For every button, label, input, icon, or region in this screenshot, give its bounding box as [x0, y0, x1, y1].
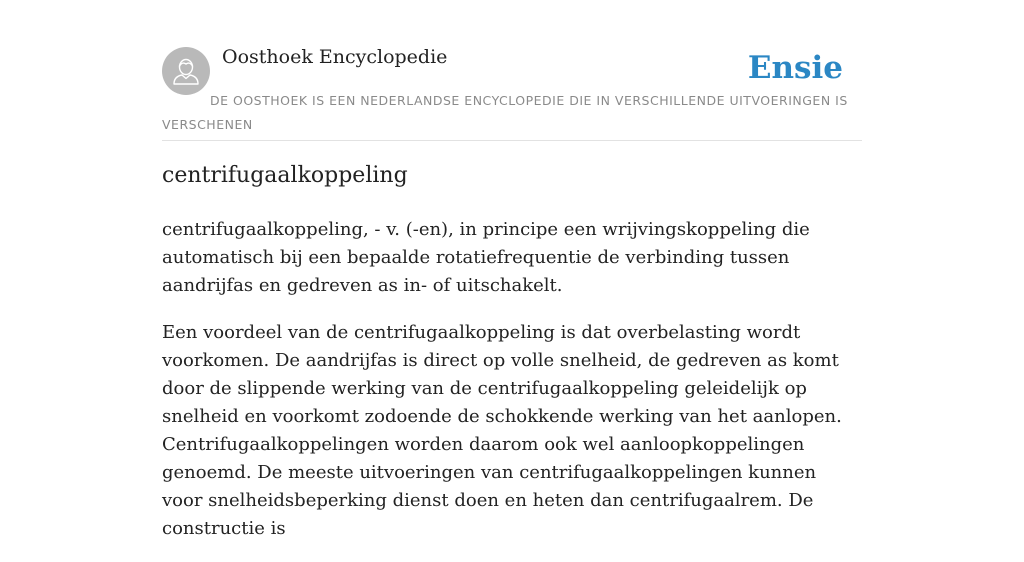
article-paragraph: Een voordeel van de centrifugaalkoppeling is dat overbelasting wordt voorkomen. De aandrijfas is direct op volle snelheid, de gedreven as komt door de slippende werking van de centrifugaalkoppeling geleidelijk op snelheid en voorkomt zodoende de schokkende werking van het aanlopen. Centrifugaalkoppelingen worden daarom ook wel aanloopkoppelingen genoemd. De meeste uitvoeringen van centrifugaalkoppelingen kunnen voor snelheidsbeperking dienst doen en heten dan centrifugaalrem. De constructie is [162, 322, 842, 539]
site-name[interactable]: Oosthoek Encyclopedie [222, 46, 448, 68]
ensie-logo[interactable]: Ensie [747, 50, 843, 86]
article-paragraph: centrifugaalkoppeling, - v. (-en), in principe een wrijvingskoppeling die automatisch bij een bepaalde rotatiefrequentie de verbinding tussen aandrijfas en gedreven as in- of uitschakelt. [162, 219, 810, 296]
user-icon [162, 47, 210, 95]
site-header [162, 0, 862, 141]
article-body [162, 216, 862, 562]
site-tagline: DE OOSTHOEK IS EEN NEDERLANDSE ENCYCLOPEDIE DIE IN VERSCHILLENDE UITVOERINGEN IS VERSCHENEN [162, 93, 848, 132]
avatar[interactable] [162, 47, 210, 95]
page-container [162, 0, 862, 539]
page-title: centrifugaalkoppeling [162, 163, 408, 188]
